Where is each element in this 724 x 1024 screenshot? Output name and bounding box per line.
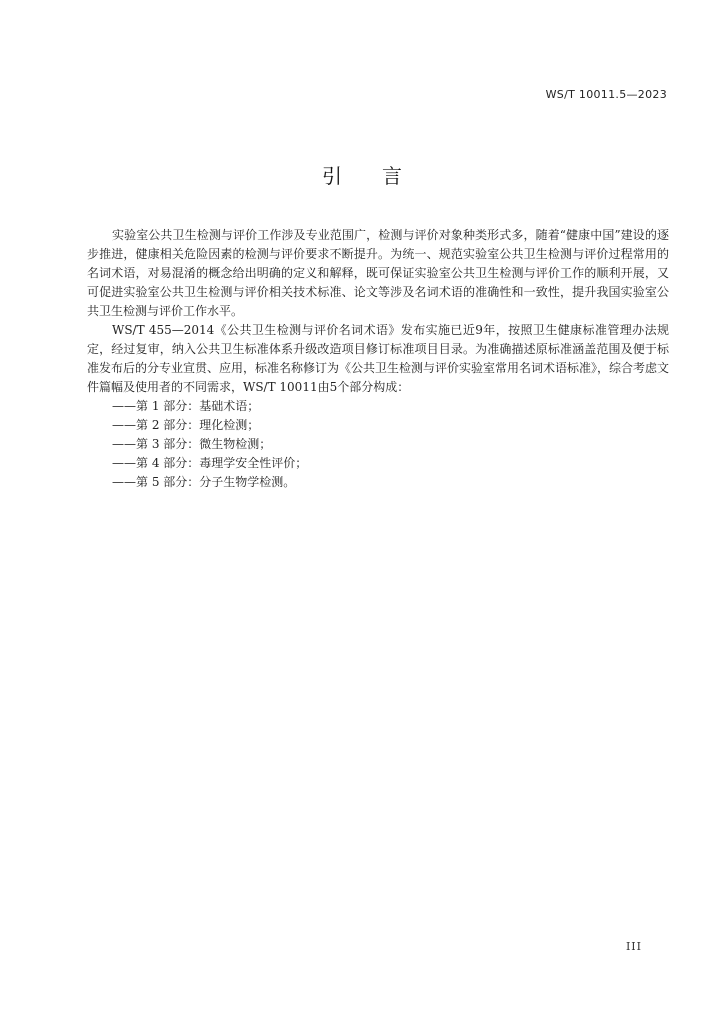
- section-title-char-2: 言: [382, 164, 402, 188]
- document-code: WS/T 10011.5—2023: [545, 88, 667, 101]
- section-title-char-1: 引: [322, 164, 342, 188]
- list-item-part-1: ——第 1 部分：基础术语；: [112, 399, 260, 413]
- list-item-part-3: ——第 3 部分：微生物检测；: [112, 437, 272, 451]
- page-number: III: [625, 940, 642, 953]
- list-item-part-2: ——第 2 部分：理化检测；: [112, 418, 260, 432]
- introduction-body: [87, 226, 669, 492]
- list-item-part-5: ——第 5 部分：分子生物学检测。: [112, 475, 296, 489]
- section-title: [0, 160, 724, 189]
- paragraph-2: WS/T 455—2014《公共卫生检测与评价名词术语》发布实施已近9年，按照卫生健康标准管理办法规定，经过复审，纳入公共卫生标准体系升级改造项目修订标准项目目录。为准确描述原标准涵盖范围及便于标准发布后的分专业宣贯、应用，标准名称修订为《公共卫生检测与评价实验室常用名词术语标准》，综合考虑文件篇幅及使用者的不同需求，WS/T 10011由5个部分构成：: [87, 323, 670, 394]
- paragraph-1: 实验室公共卫生检测与评价工作涉及专业范围广，检测与评价对象种类形式多，随着“健康中国”建设的逐步推进，健康相关危险因素的检测与评价要求不断提升。为统一、规范实验室公共卫生检测与评价过程常用的名词术语，对易混淆的概念给出明确的定义和解释，既可保证实验室公共卫生检测与评价工作的顺利开展，又可促进实验室公共卫生检测与评价相关技术标准、论文等涉及名词术语的准确性和一致性，提升我国实验室公共卫生检测与评价工作水平。: [87, 228, 669, 318]
- list-item-part-4: ——第 4 部分：毒理学安全性评价；: [112, 456, 308, 470]
- parts-list: [87, 397, 669, 492]
